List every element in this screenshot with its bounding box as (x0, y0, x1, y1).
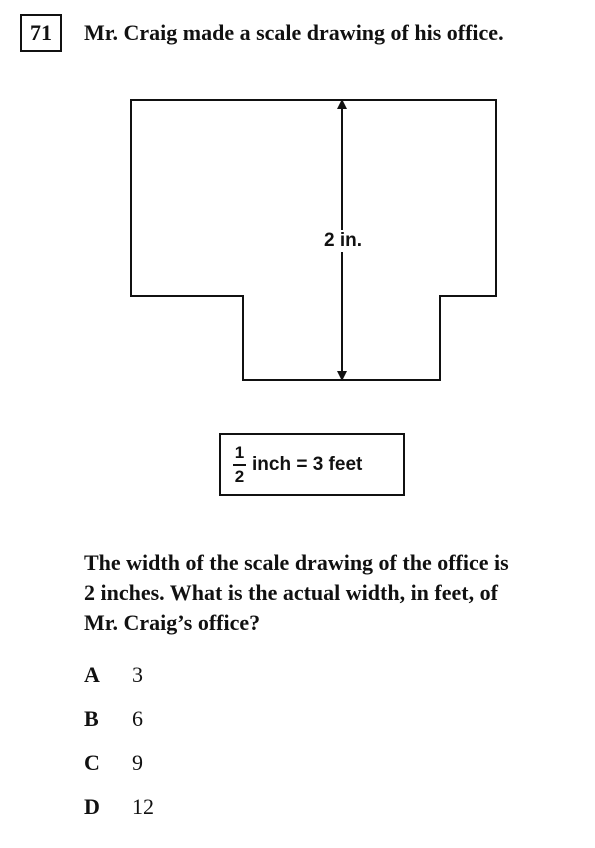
stem-line: 2 inches. What is the actual width, in feet, of (84, 580, 498, 605)
question-stem (84, 548, 584, 638)
office-outline (131, 100, 496, 380)
choice-value: 12 (132, 794, 154, 819)
scale-text: inch = 3 feet (252, 453, 363, 475)
fraction-numerator: 1 (234, 442, 245, 462)
office-scale-drawing (0, 0, 595, 420)
choice-value: 3 (132, 662, 143, 687)
choice-c[interactable] (84, 750, 143, 776)
scale-fraction (233, 444, 246, 486)
choice-d[interactable] (84, 794, 154, 820)
question-title: Mr. Craig made a scale drawing of his office. (84, 20, 504, 45)
question-number-text: 71 (30, 20, 52, 45)
choice-b[interactable] (84, 706, 143, 732)
choice-letter: C (84, 750, 100, 775)
scale-key (219, 433, 405, 496)
fraction-denominator: 2 (234, 466, 245, 486)
dimension-label: 2 in. (324, 230, 363, 251)
fraction-bar (233, 464, 246, 466)
choice-value: 6 (132, 706, 143, 731)
choice-letter: B (84, 706, 99, 731)
stem-line: The width of the scale drawing of the office is (84, 550, 509, 575)
choice-letter: A (84, 662, 100, 687)
choice-value: 9 (132, 750, 143, 775)
stem-line: Mr. Craig’s office? (84, 610, 261, 635)
choice-a[interactable] (84, 662, 143, 688)
choice-letter: D (84, 794, 100, 819)
